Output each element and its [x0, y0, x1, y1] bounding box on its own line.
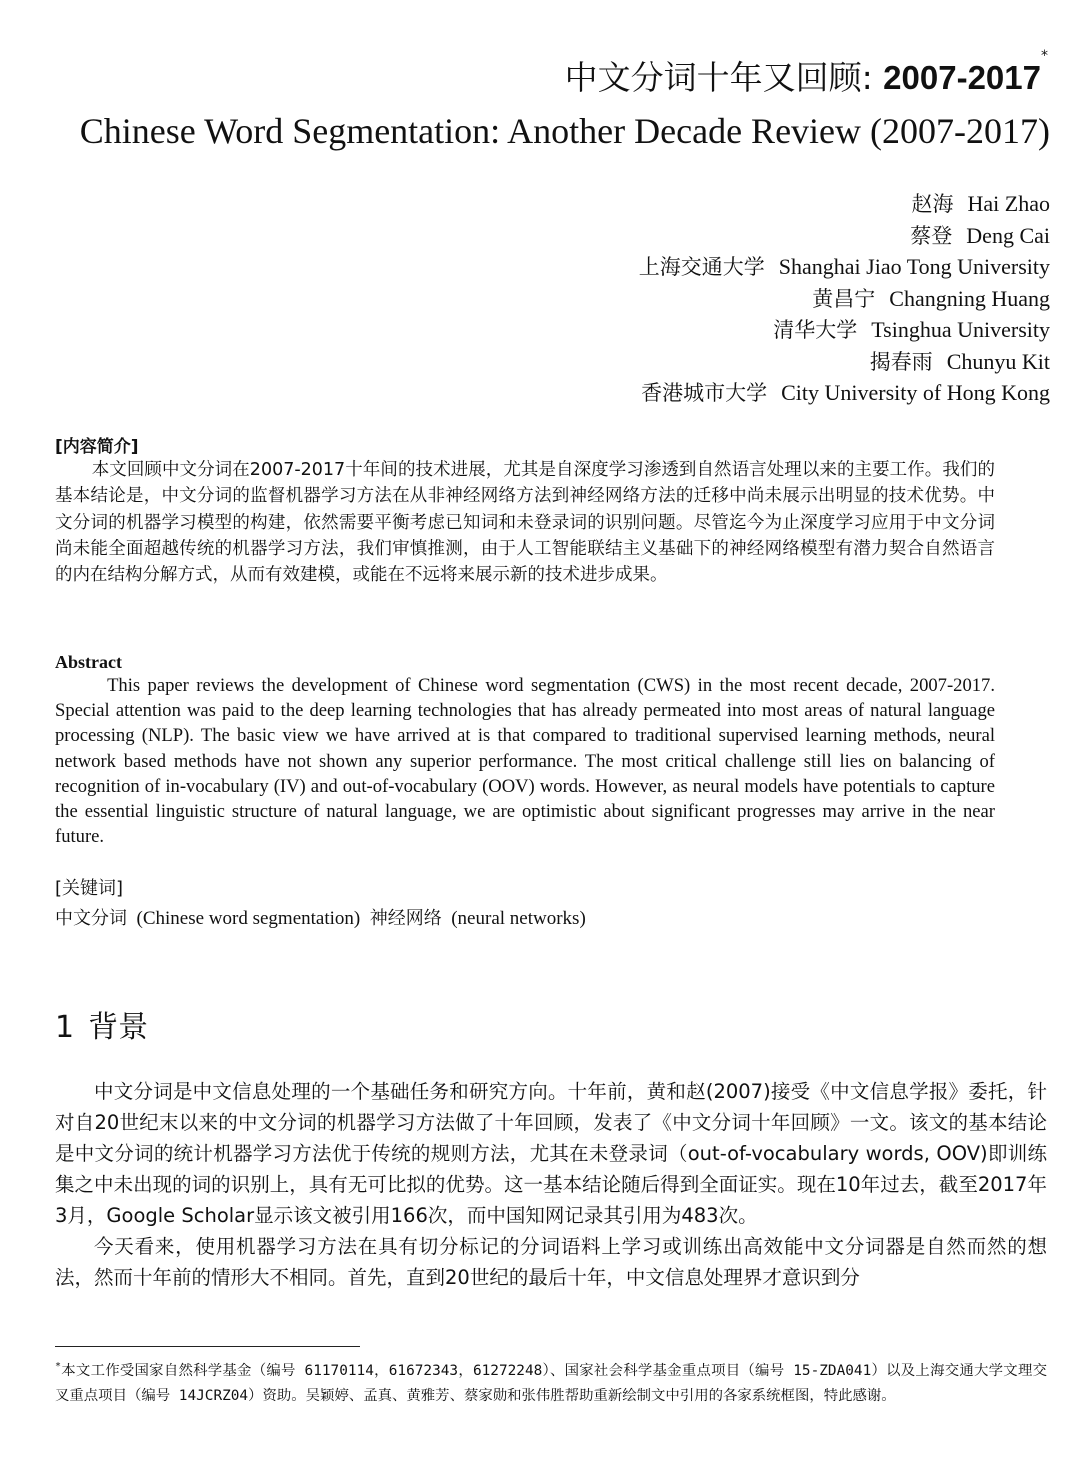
author-cn: 揭春雨 — [869, 349, 933, 374]
summary-cn-block — [55, 432, 995, 588]
section-title: 背景 — [88, 1010, 149, 1045]
affiliation-line — [639, 314, 1050, 346]
footnote-divider — [55, 1346, 360, 1347]
title-english: Chinese Word Segmentation: Another Decade Review (2007-2017) — [79, 111, 1050, 151]
abstract-block — [55, 652, 995, 849]
footnote — [55, 1354, 1047, 1409]
affiliation-cn: 上海交通大学 — [638, 255, 765, 279]
author-line — [639, 283, 1050, 315]
affiliation-en: City University of Hong Kong — [781, 380, 1050, 405]
keyword-en: (neural networks) — [451, 908, 586, 929]
keyword-en: (Chinese word segmentation) — [136, 908, 361, 929]
author-line — [639, 220, 1050, 252]
author-cn: 黄昌宁 — [812, 286, 876, 311]
footnote-mark: * — [55, 1361, 62, 1372]
abstract-text: This paper reviews the development of Chinese word segmentation (CWS) in the most recent decade, 2007-2017. Special attention was paid to the deep learning technologies that has already permeated into most areas of natural language processing (NLP). The basic view we have arrived at is that compared to traditional supervised learning methods, neural network based methods have not shown any superior performance. The most critical challenge still lies on balancing of recognition of in-vocabulary (IV) and out-of-vocabulary (OOV) words. However, as neural models have potentials to capture the essential linguistic structure of natural language, we are optimistic about significant progresses may arrive in the near future. — [55, 675, 995, 848]
author-block — [639, 188, 1050, 409]
body-paragraph: 今天看来，使用机器学习方法在具有切分标记的分词语料上学习或训练出高效能中文分词器是自然而然的想法，然而十年前的情形大不相同。首先，直到20世纪的最后十年，中文信息处理界才意识到分 — [55, 1235, 1047, 1289]
body-paragraph: 中文分词是中文信息处理的一个基础任务和研究方向。十年前，黄和赵(2007)接受《中文信息学报》委托，针对自20世纪末以来的中文分词的机器学习方法做了十年回顾，发表了《中文分词十年回顾》一文。该文的基本结论是中文分词的统计机器学习方法优于传统的规则方法，尤其在未登录词（out-of-vocabulary words, OOV)即训练集之中未出现的词的识别上，具有无可比拟的优势。这一基本结论随后得到全面证实。现在10年过去，截至2017年3月，Google Scholar显示该文被引用166次，而中国知网记录其引用为483次。 — [55, 1080, 1047, 1227]
abstract-label: Abstract — [55, 652, 122, 672]
keyword-cn: 神经网络 — [369, 908, 442, 929]
title-chinese-text: 中文分词十年又回顾: — [564, 58, 884, 97]
keywords-block — [55, 874, 995, 930]
author-line — [639, 346, 1050, 378]
title-footnote-mark: * — [1041, 48, 1048, 64]
affiliation-en: Shanghai Jiao Tong University — [778, 254, 1050, 279]
affiliation-en: Tsinghua University — [871, 317, 1050, 342]
author-cn: 蔡登 — [910, 223, 953, 248]
summary-cn-text: 本文回顾中文分词在2007-2017十年间的技术进展，尤其是自深度学习渗透到自然语言处理以来的主要工作。我们的基本结论是，中文分词的监督机器学习方法在从非神经网络方法到神经网络方法的迁移中尚未展示出明显的技术优势。中文分词的机器学习模型的构建，依然需要平衡考虑已知词和未登录词的识别问题。尽管迄今为止深度学习应用于中文分词尚未能全面超越传统的机器学习方法，我们审慎推测，由于人工智能联结主义基础下的神经网络模型有潜力契合自然语言的内在结构分解方式，从而有效建模，或能在不远将来展示新的技术进步成果。 — [55, 460, 995, 586]
summary-cn-label: [内容简介] — [55, 437, 139, 457]
keywords-label: [关键词] — [55, 878, 124, 899]
affiliation-cn: 清华大学 — [773, 318, 858, 342]
author-line — [639, 188, 1050, 220]
footnote-text: 本文工作受国家自然科学基金（编号 61170114，61672343，61272248）、国家社会科学基金重点项目（编号 15-ZDA041）以及上海交通大学文理交叉重点项目（编号 14JCRZ04）资助。吴颖婷、孟真、黄雅芳、蔡家勋和张伟胜帮助重新绘制文中引用的各家系统框图，特此感谢。 — [55, 1362, 1047, 1404]
keywords-line — [55, 904, 995, 930]
author-en: Deng Cai — [966, 222, 1050, 248]
affiliation-line — [639, 251, 1050, 283]
keyword-cn: 中文分词 — [55, 908, 127, 929]
title-chinese — [564, 48, 1048, 99]
section-body — [55, 1076, 1047, 1293]
affiliation-cn: 香港城市大学 — [641, 381, 768, 405]
author-en: Changning Huang — [889, 285, 1050, 311]
title-chinese-years: 2007-2017 — [883, 59, 1041, 96]
author-cn: 赵海 — [911, 192, 954, 216]
author-en: Hai Zhao — [967, 191, 1050, 216]
affiliation-line — [639, 377, 1050, 409]
author-en: Chunyu Kit — [946, 348, 1050, 374]
section-number: 1 — [55, 1010, 75, 1045]
section-heading — [55, 1002, 148, 1046]
